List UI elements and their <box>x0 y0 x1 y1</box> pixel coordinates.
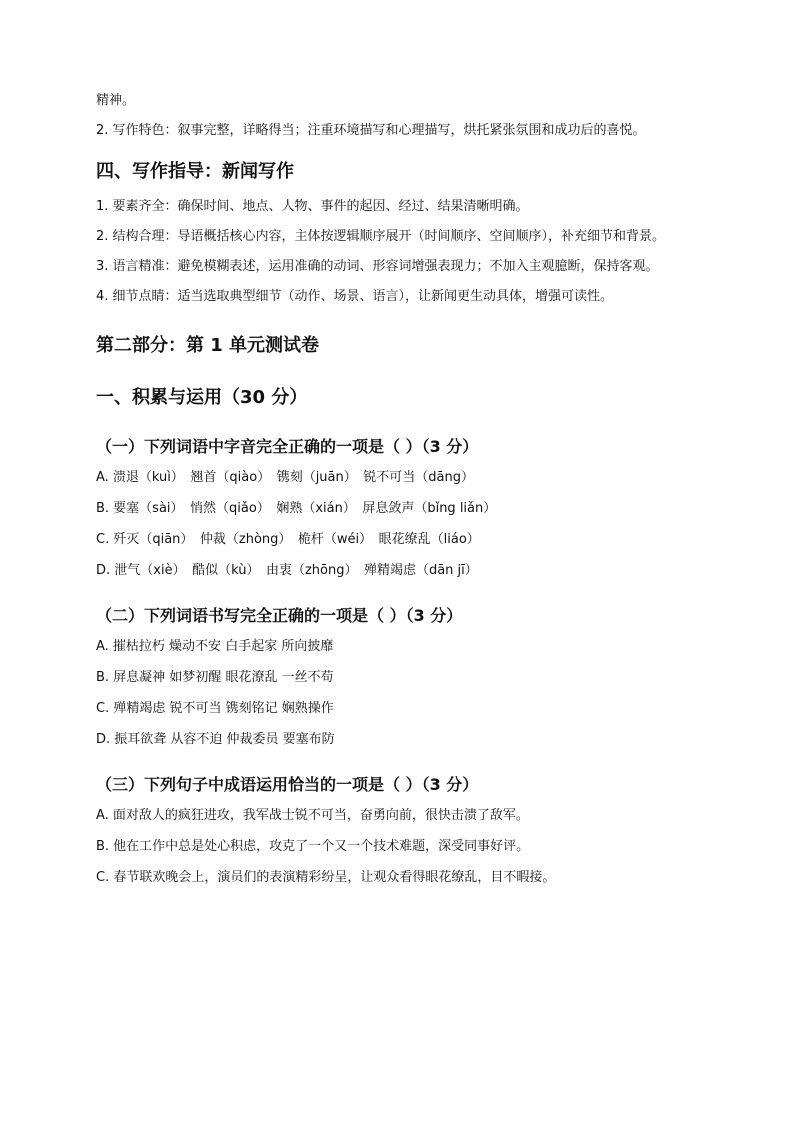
writing-guide-item-2: 2. 结构合理：导语概括核心内容，主体按逻辑顺序展开（时间顺序、空间顺序），补充细节和背景。 <box>96 229 666 244</box>
question-3-option-b: B. 他在工作中总是处心积虑，攻克了一个又一个技术难题，深受同事好评。 <box>96 839 530 854</box>
question-2-option-c: C. 殚精竭虑 锐不可当 镌刻铭记 娴熟操作 <box>96 701 334 716</box>
question-1-option-d: D. 泄气（xiè） 酷似（kù） 由衷（zhōng） 殚精竭虑（dān jī） <box>96 563 478 578</box>
section-one-heading: 一、积累与运用（30 分） <box>96 387 308 408</box>
writing-guide-item-4: 4. 细节点睛：适当选取典型细节（动作、场景、语言），让新闻更生动具体，增强可读性。 <box>96 289 614 304</box>
question-1-heading: （一）下列词语中字音完全正确的一项是（ ）（3 分） <box>96 437 479 456</box>
part-two-heading: 第二部分：第 1 单元测试卷 <box>96 335 320 356</box>
writing-guide-heading: 四、写作指导：新闻写作 <box>96 161 294 182</box>
question-3-option-a: A. 面对敌人的疯狂进攻，我军战士锐不可当，奋勇向前，很快击溃了敌军。 <box>96 808 529 823</box>
question-1-option-a: A. 溃退（kuì） 翘首（qiào） 镌刻（juān） 锐不可当（dāng） <box>96 470 474 485</box>
writing-guide-item-3: 3. 语言精准：避免模糊表述，运用准确的动词、形容词增强表现力；不加入主观臆断，保持客观。 <box>96 259 659 274</box>
question-1-option-b: B. 要塞（sài） 悄然（qiǎo） 娴熟（xián） 屏息敛声（bǐng liǎn） <box>96 501 497 516</box>
writing-feature-paragraph: 2. 写作特色：叙事完整，详略得当；注重环境描写和心理描写，烘托紧张氛围和成功后的喜悦。 <box>96 123 646 138</box>
document-page <box>96 88 696 899</box>
question-1-option-c: C. 歼灭（qiān） 仲裁（zhòng） 桅杆（wéi） 眼花缭乱（liáo） <box>96 532 480 547</box>
paragraph-continuation: 精神。 <box>96 93 136 108</box>
question-2-option-a: A. 摧枯拉朽 燥动不安 白手起家 所向披靡 <box>96 639 334 654</box>
question-2-option-b: B. 屏息凝神 如梦初醒 眼花潦乱 一丝不苟 <box>96 670 334 685</box>
question-3-heading: （三）下列句子中成语运用恰当的一项是（ ）（3 分） <box>96 775 479 794</box>
question-2-option-d: D. 振耳欲聋 从容不迫 仲裁委员 要塞布防 <box>96 732 335 747</box>
question-3-option-c: C. 春节联欢晚会上，演员们的表演精彩纷呈，让观众看得眼花缭乱，目不暇接。 <box>96 870 556 885</box>
writing-guide-item-1: 1. 要素齐全：确保时间、地点、人物、事件的起因、经过、结果清晰明确。 <box>96 199 529 214</box>
question-2-heading: （二）下列词语书写完全正确的一项是（ ）（3 分） <box>96 606 463 625</box>
